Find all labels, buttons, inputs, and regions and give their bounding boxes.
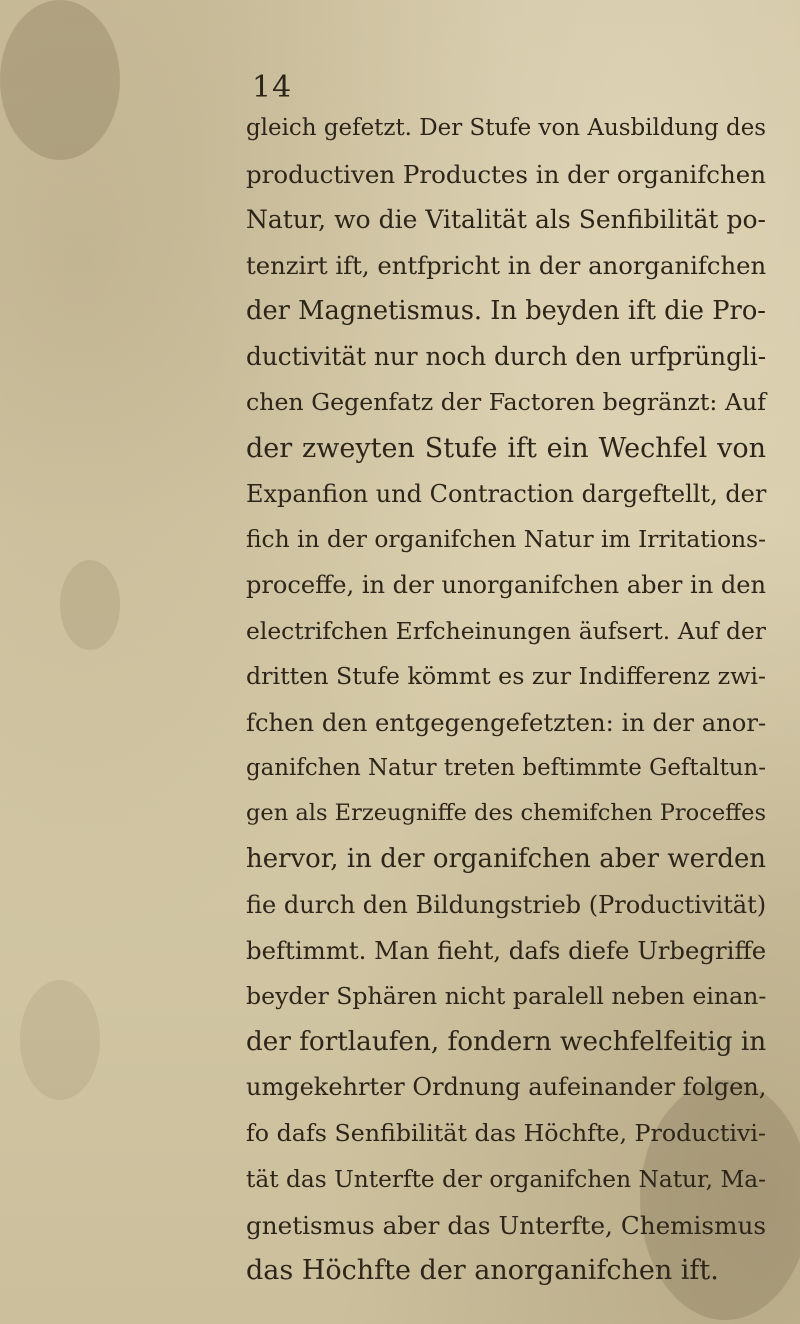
text-line: umgekehrter Ordnung aufeinander folgen, bbox=[246, 1073, 767, 1102]
text-line: fo dafs Senfibilität das Höchfte, Productivi- bbox=[246, 1119, 766, 1148]
text-line: das Höchfte der anorganifchen ift. bbox=[246, 1255, 719, 1287]
text-line: Expanfion und Contraction dargeftellt, der bbox=[246, 479, 767, 508]
text-line: fie durch den Bildungstrieb (Productivität) bbox=[246, 890, 767, 919]
text-line: beyder Sphären nicht paralell neben einan- bbox=[246, 982, 767, 1011]
text-line: gleich gefetzt. Der Stufe von Ausbildung des bbox=[246, 115, 767, 141]
text-line: der zweyten Stufe ift ein Wechfel von bbox=[246, 432, 766, 464]
text-line: ganifchen Natur treten beftimmte Geftaltun- bbox=[246, 754, 766, 781]
text-line: proceffe, in der unorganifchen aber in den bbox=[246, 570, 767, 599]
text-line: gnetismus aber das Unterfte, Chemismus bbox=[246, 1210, 766, 1240]
text-line: tenzirt ift, entfpricht in der anorganifchen bbox=[246, 251, 767, 281]
text-line: electrifchen Erfcheinungen äufsert. Auf der bbox=[246, 616, 766, 645]
text-line: der fortlaufen, fondern wechfelfeitig in bbox=[246, 1026, 767, 1057]
paper-stain bbox=[60, 560, 120, 650]
text-line: Natur, wo die Vitalität als Senfibilität po- bbox=[246, 205, 766, 235]
page-number: 14 bbox=[252, 70, 293, 105]
text-line: chen Gegenfatz der Factoren begränzt: Auf bbox=[246, 388, 766, 417]
text-line: der Magnetismus. In beyden ift die Pro- bbox=[246, 295, 766, 326]
text-line: productiven Productes in der organifchen bbox=[246, 159, 767, 189]
text-line: beftimmt. Man fieht, dafs diefe Urbegriffe bbox=[246, 936, 767, 966]
text-line: gen als Erzeugniffe des chemifchen Proceffes bbox=[246, 800, 766, 827]
body-text bbox=[246, 106, 766, 1294]
text-line: dritten Stufe kömmt es zur Indifferenz zwi- bbox=[246, 662, 766, 691]
text-line: tät das Unterfte der organifchen Natur, Ma- bbox=[246, 1165, 766, 1193]
paper-stain bbox=[20, 980, 100, 1100]
text-line: fchen den entgegengefetzten: in der anor- bbox=[246, 707, 767, 737]
text-line: fich in der organifchen Natur im Irritations- bbox=[246, 526, 766, 554]
text-line: ductivität nur noch durch den urfprüngli- bbox=[246, 342, 767, 372]
text-line: hervor, in der organifchen aber werden bbox=[246, 844, 766, 874]
paper-stain bbox=[0, 0, 120, 160]
